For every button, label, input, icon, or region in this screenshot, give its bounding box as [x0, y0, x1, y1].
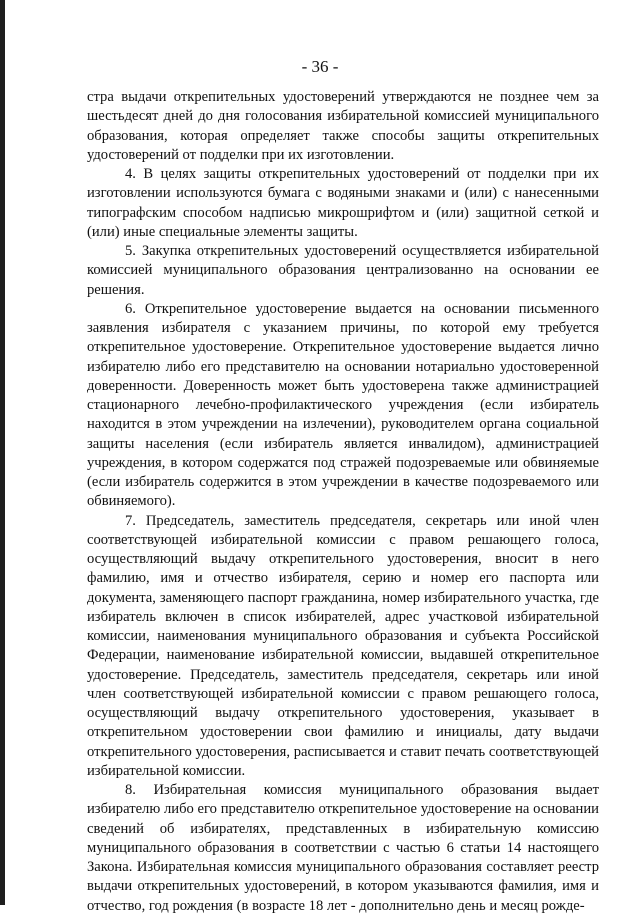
paragraph-continuation: стра выдачи открепительных удостоверений утверждаются не позднее чем за шестьдесят дней до дня голосования избирательной комиссией муниципального образования, которая определяет также способы защиты открепительных удостоверений от подделки при их изготовлении.	[87, 89, 599, 163]
paragraph-7: 7. Председатель, заместитель председателя, секретарь или иной член соответствующей избирательной комиссии с правом решающего голоса, осуществляющий выдачу открепительного удостоверения, вносит в него фамилию, имя и отчество избирателя, серию и номер его паспорта или документа, заменяющего паспорт гражданина, номер избирательного участка, где избиратель включен в список избирателей, адрес участковой избирательной комиссии, наименования муниципального образования и субъекта Российской Федерации, наименование избирательной комиссии, выдавшей открепительное удостоверение. Председатель, заместитель председателя, секретарь или иной член соответствующей избирательной комиссии с правом решающего голоса, осуществляющий выдачу открепительного удостоверения, указывает в открепительном удостоверении свои фамилию и инициалы, дату выдачи открепительного удостоверения, расписывается и ставит печать соответствующей избирательной комиссии.	[87, 512, 599, 779]
paragraph-6: 6. Открепительное удостоверение выдается на основании письменного заявления избирателя с указанием причины, по которой ему требуется открепительное удостоверение. Открепительное удостоверение выдается лично избирателю либо его представителю на основании нотариально удостоверенной доверенности. Доверенность может быть удостоверена также администрацией стационарного лечебно-профилактического учреждения (если избиратель находится в этом учреждении на излечении), руководителем органа социальной защиты населения (если избиратель является инвалидом), администрацией учреждения, в котором содержатся под стражей подозреваемые или обвиняемые (если избиратель содержится в этом учреждении в качестве подозреваемого или обвиняемого).	[87, 300, 599, 510]
page-number: - 36 -	[301, 57, 339, 76]
paragraph-4: 4. В целях защиты открепительных удостоверений от подделки при их изготовлении используются бумага с водяными знаками и (или) с нанесенными типографским способом надписью микрошрифтом и (или) защитной сеткой и (или) иные специальные элементы защиты.	[87, 166, 599, 240]
document-body	[87, 88, 599, 916]
paragraph-8: 8. Избирательная комиссия муниципального образования выдает избирателю либо его представителю открепительное удостоверение на основании сведений об избирателях, представленных в избирательную комиссию муниципального образования в соответствии с частью 6 статьи 14 настоящего Закона. Избирательная комиссия муниципального образования составляет реестр выдачи открепительных удостоверений, в котором указываются фамилия, имя и отчество, год рождения (в возрасте 18 лет - дополнительно день и месяц рожде-	[87, 782, 599, 914]
paragraph-5: 5. Закупка открепительных удостоверений осуществляется избирательной комиссией муниципального образования централизованно на основании ее решения.	[87, 243, 599, 298]
scan-edge-shadow	[0, 0, 5, 905]
